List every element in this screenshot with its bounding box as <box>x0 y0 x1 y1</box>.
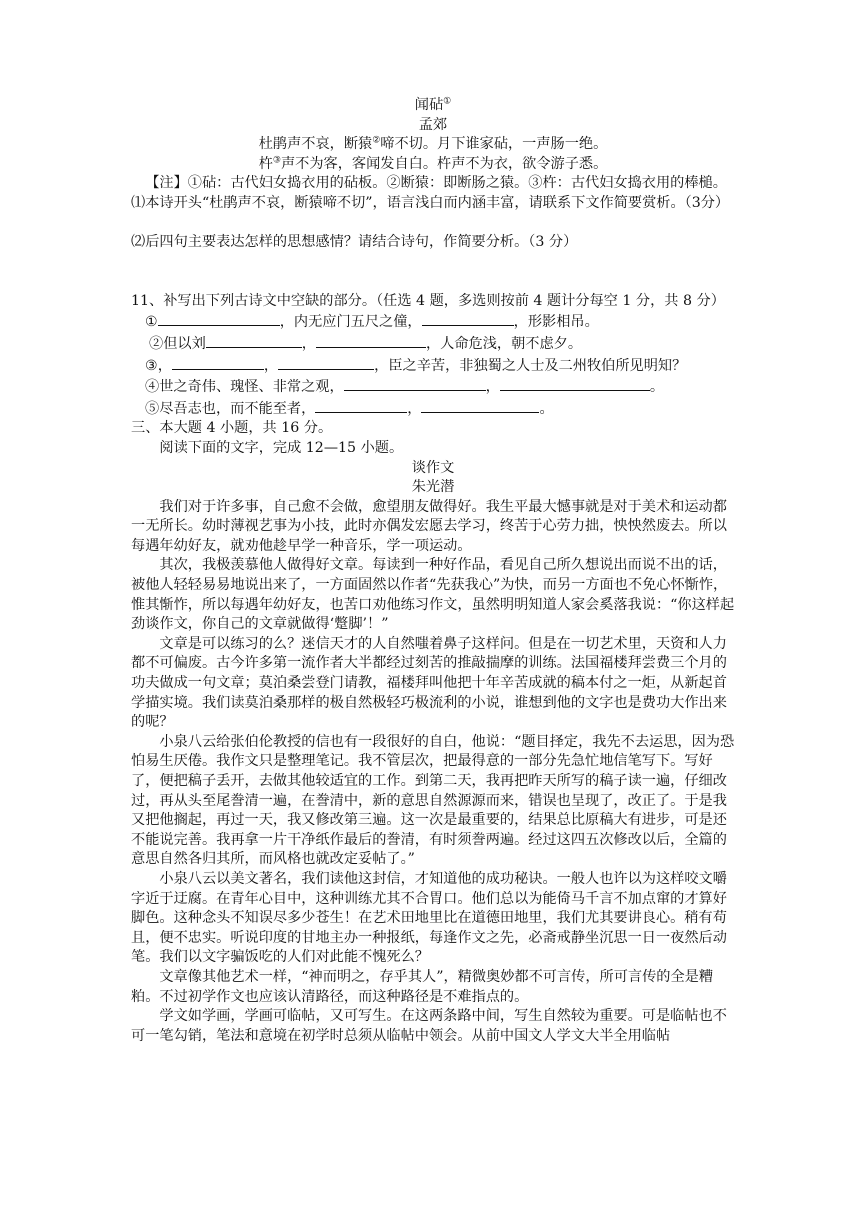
fill-item-4: ④世之奇伟、瑰怪、非常之观， ， 。 <box>131 376 735 398</box>
essay-author: 朱光潜 <box>411 479 455 496</box>
blank[interactable] <box>316 333 426 348</box>
question-11-stem: 11、补写出下列古诗文中空缺的部分。（任选 4 题，多选则按前 4 题计分每空 1 分，共 8 分） <box>131 292 725 309</box>
poem-note: 【注】①砧：古代妇女捣衣用的砧板。②断猿：即断肠之猿。③杵：古代妇女捣衣用的棒槌。 <box>145 175 727 192</box>
blank[interactable] <box>315 398 407 413</box>
blank[interactable] <box>158 311 280 326</box>
essay-paragraph: 文章是可以练习的么？迷信天才的人自然嗤着鼻子这样问。但是在一切艺术里，天资和人力都不可偏废。古今许多第一流作者大半都经过刻苦的推敲揣摩的训练。法国福楼拜尝费三个月的功夫做成一句文章；莫泊桑尝登门请教，福楼拜叫他把十年辛苦成就的稿本付之一炬，从新起首学描实境。我们读莫泊桑那样的极自然极轻巧极流利的小说，谁想到他的文字也是费功大作出来的呢？ <box>131 635 727 731</box>
poem-question-1: ⑴本诗开头“杜鹃声不哀，断猿啼不切”，语言浅白而内涵丰富，请联系下文作简要赏析。（3分） <box>131 194 730 211</box>
poem-line-2: 杵③声不为客，客闻发自白。杵声不为衣，欲令游子悉。 <box>258 155 608 172</box>
essay-paragraph: 小泉八云给张伯伦教授的信也有一段很好的自白，他说：“题目择定，我先不去运思，因为恐怕易生厌倦。我作文只是整理笔记。我不管层次，把最得意的一部分先急忙地信笔写下。写好了，便把稿子丢开，去做其他较适宜的工作。到第二天，我再把昨天所写的稿子读一遍，仔细改过，再从头至尾誊清一遍，在誊清中，新的意思自然源源而来，错误也呈现了，改正了。于是我又把他搁起，再过一天，我又修改第三遍。这一次是最重要的，结果总比原稿大有进步，可是还不能说完善。我再拿一片干净纸作最后的誊清，有时须誊两遍。经过这四五次修改以后，全篇的意思自然各归其所，而风格也就改定妥帖了。” <box>131 733 735 868</box>
blank[interactable] <box>421 398 539 413</box>
essay-paragraph: 文章像其他艺术一样，“神而明之，存乎其人”，精微奥妙都不可言传，所可言传的全是糟粕。不过初学作文也应该认清路径，而这种路径是不难指点的。 <box>131 968 714 1005</box>
blank[interactable] <box>344 376 486 391</box>
poem-title: 闻砧① <box>414 96 452 113</box>
blank[interactable] <box>278 355 374 370</box>
poem-question-2: ⑵后四句主要表达怎样的思想感情？请结合诗句，作简要分析。（3 分） <box>131 234 578 251</box>
section-3-heading: 三、本大题 4 小题，共 16 分。 <box>131 420 333 437</box>
fill-item-2: ②但以刘 ， ，人命危浅，朝不虑夕。 <box>131 333 735 355</box>
fill-item-5: ⑤尽吾志也，而不能至者， ， 。 <box>131 398 735 420</box>
essay-title: 谈作文 <box>411 459 455 476</box>
fill-item-1: ① ，内无应门五尺之僮， ，形影相吊。 <box>131 311 735 333</box>
essay-paragraph: 学文如学画，学画可临帖，又可写生。在这两条路中间，写生自然较为重要。可是临帖也不可一笔勾销，笔法和意境在初学时总须从临帖中领会。从前中国文人学文大半全用临帖 <box>131 1008 727 1044</box>
blank[interactable] <box>206 333 302 348</box>
poem-author: 孟郊 <box>418 116 448 133</box>
section-3-instruction: 阅读下面的文字，完成 12—15 小题。 <box>159 439 404 456</box>
blank[interactable] <box>422 311 514 326</box>
blank[interactable] <box>172 355 264 370</box>
essay-paragraph: 我们对于许多事，自己愈不会做，愈望朋友做得好。我生平最大憾事就是对于美术和运动都一无所长。幼时薄视艺事为小技，此时亦偶发宏愿去学习，终苦于心劳力拙，怏怏然废去。所以每遇年幼好友，就劝他趁早学一种音乐，学一项运动。 <box>131 498 727 554</box>
essay-paragraph: 其次，我极羡慕他人做得好文章。每读到一种好作品，看见自己所久想说出而说不出的话，被他人轻轻易易地说出来了，一方面固然以作者“先获我心”为快，而另一方面也不免心怀惭怍，惟其惭怍，所以每遇年幼好友，也苦口劝他练习作文，虽然明明知道人家会奚落我说：“你这样起劲谈作文，你自己的文章就做得‘蹩脚’！” <box>131 557 735 633</box>
essay-paragraph: 小泉八云以美文著名，我们读他这封信，才知道他的成功秘诀。一般人也许以为这样咬文嚼字近于迂腐。在青年心目中，这种训练尤其不合胃口。他们总以为能倚马千言不加点窜的才算好脚色。这种念头不知误尽多少苍生！在艺术田地里比在道德田地里，我们尤其要讲良心。稍有苟且，便不忠实。听说印度的甘地主办一种报纸，每逢作文之先，必斋戒静坐沉思一日一夜然后动笔。我们以文字骗饭吃的人们对此能不愧死么？ <box>131 870 727 966</box>
fill-item-3: ③， ， ，臣之辛苦，非独蜀之人士及二州牧伯所见明知？ <box>131 355 735 377</box>
blank[interactable] <box>500 376 650 391</box>
poem-line-1: 杜鹃声不哀，断猿②啼不切。月下谁家砧，一声肠一绝。 <box>258 135 608 153</box>
document-page <box>131 96 735 1046</box>
